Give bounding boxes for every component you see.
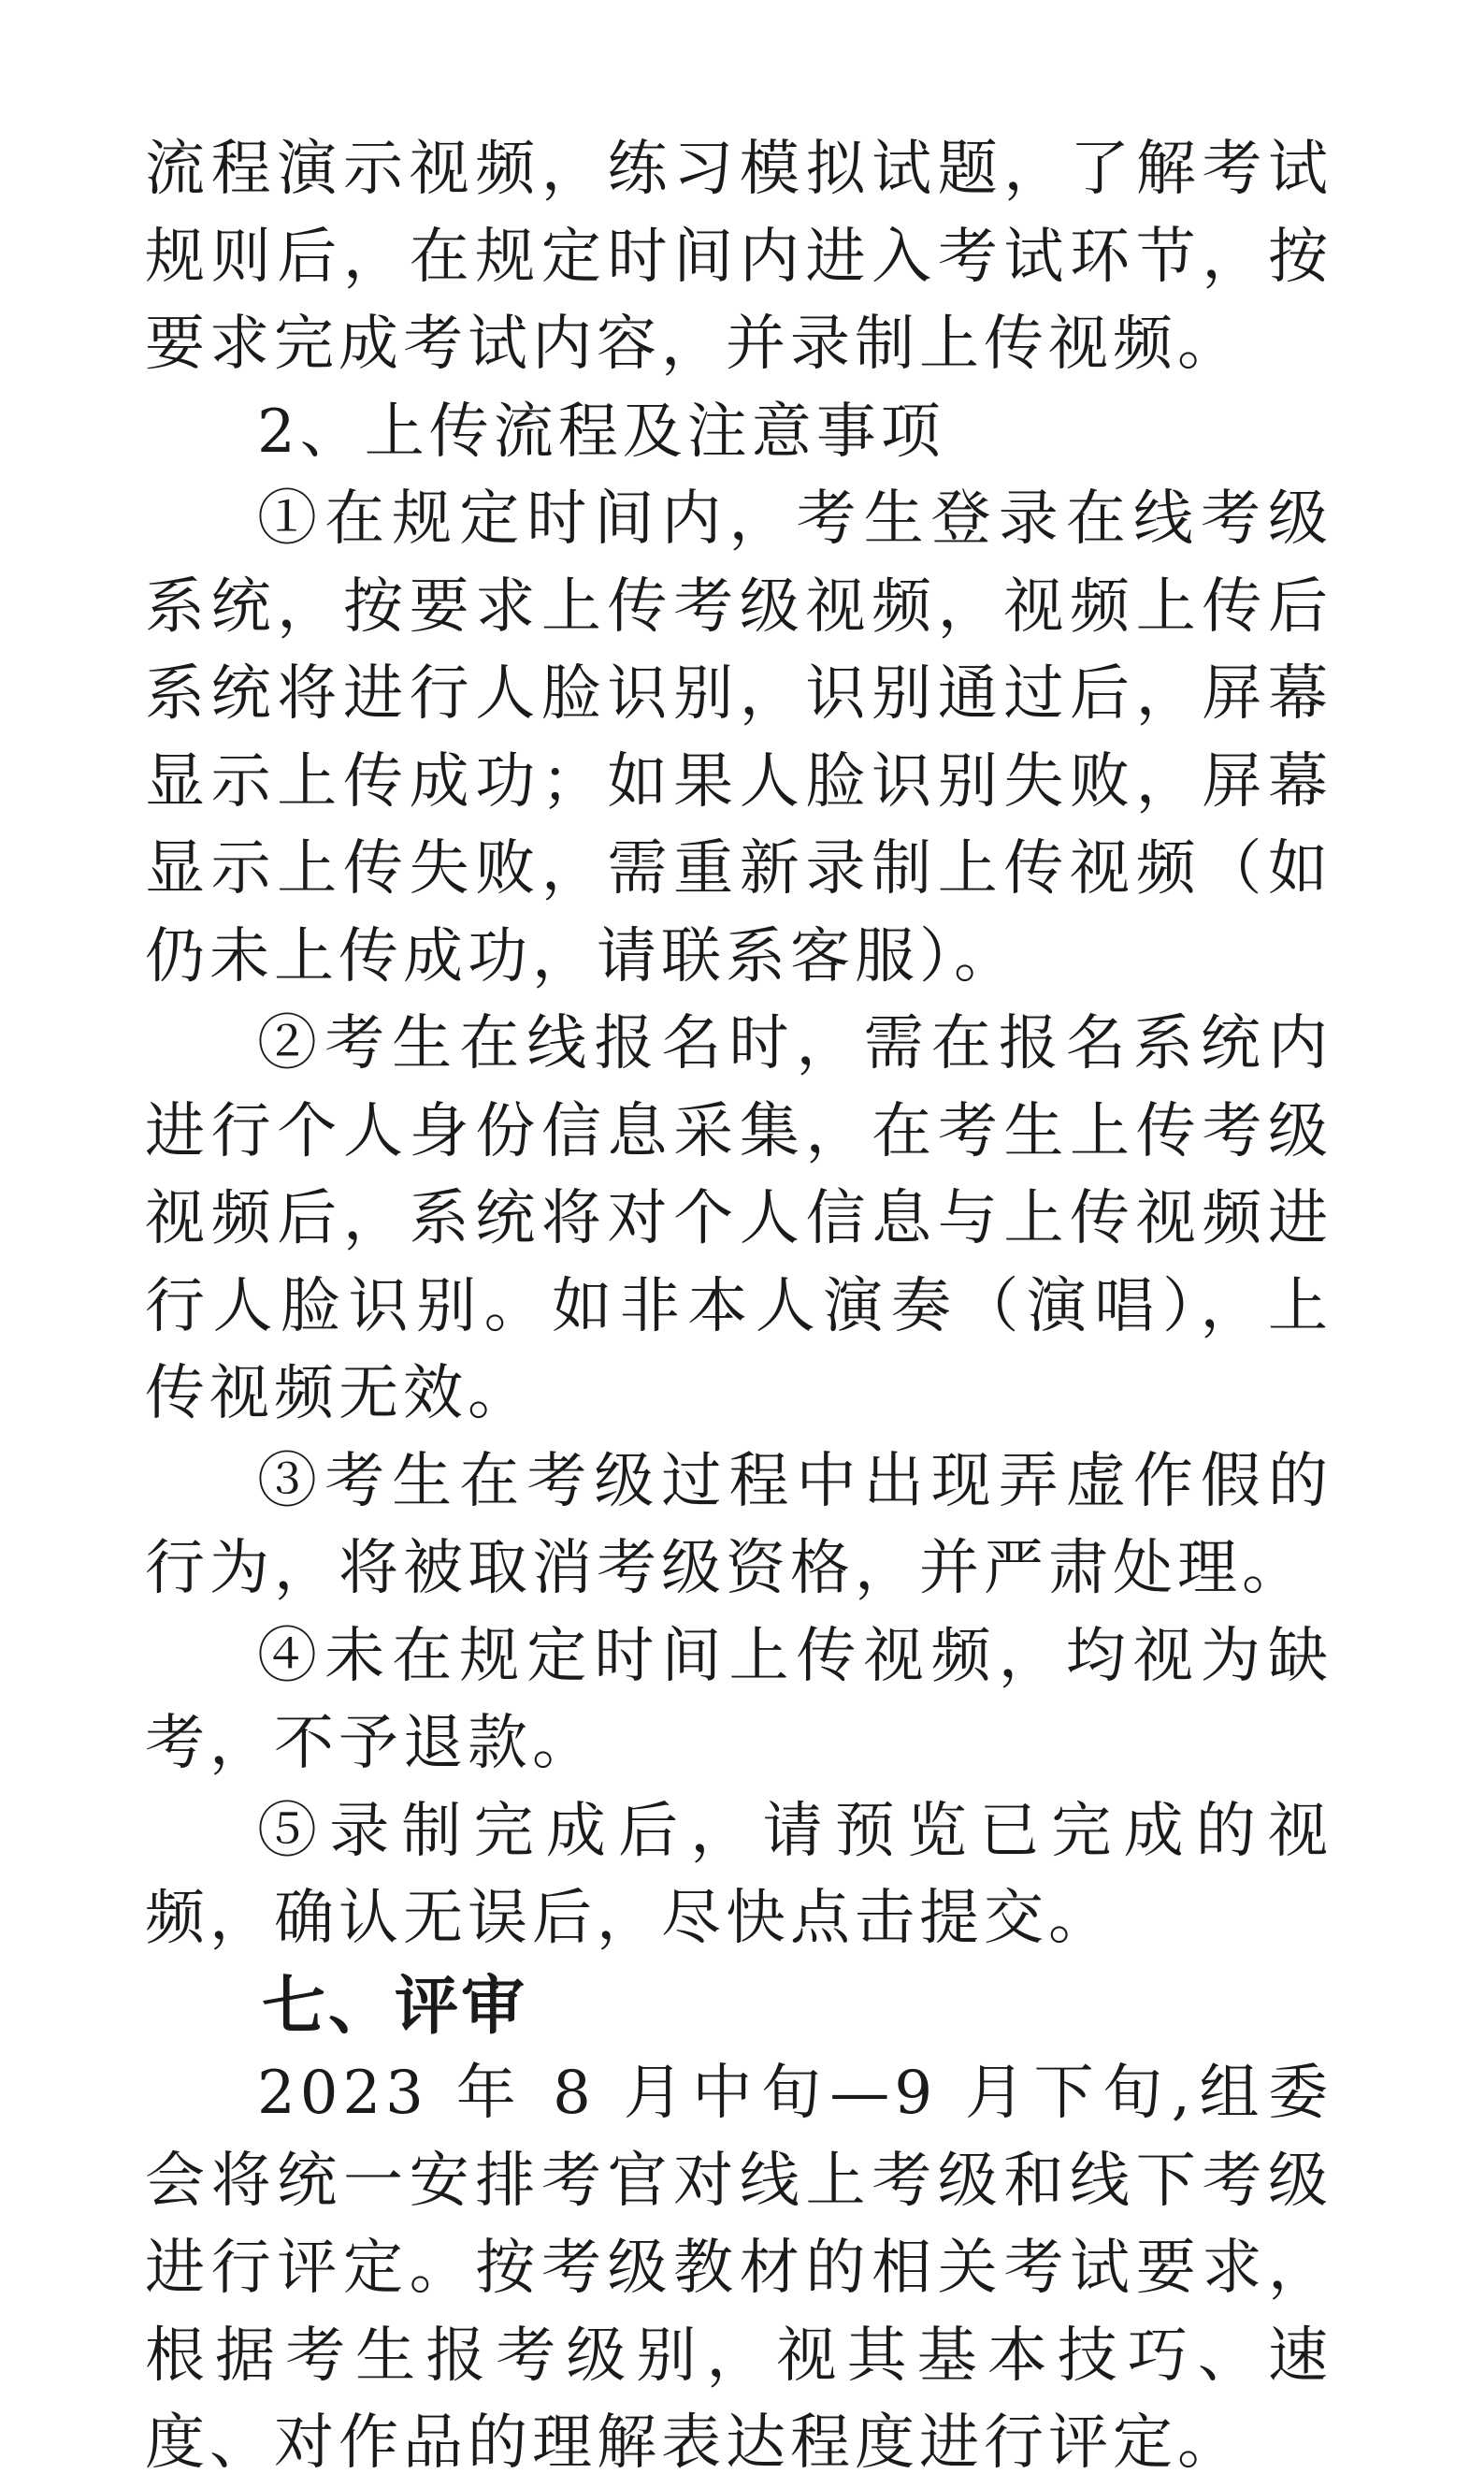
list-item-3: ③考生在考级过程中出现弄虚作假的行为，将被取消考级资格，并严肃处理。	[145, 1446, 1333, 1603]
list-item-5: ⑤录制完成后，请预览已完成的视频，确认无误后，尽快点击提交。	[145, 1796, 1333, 1953]
list-item-2: ②考生在线报名时，需在报名系统内进行个人身份信息采集，在考生上传考级视频后，系统将对个人信息与上传视频进行人脸识别。如非本人演奏（演唱），上传视频无效。	[145, 1009, 1333, 1428]
list-item-1: ①在规定时间内，考生登录在线考级系统，按要求上传考级视频，视频上传后系统将进行人脸识别，识别通过后，屏幕显示上传成功；如果人脸识别失败，屏幕显示上传失败，需重新录制上传视频（如仍未上传成功，请联系客服）。	[145, 485, 1333, 991]
section-heading-review: 七、评审	[262, 1969, 528, 2044]
list-item-4: ④未在规定时间上传视频，均视为缺考，不予退款。	[145, 1621, 1333, 1778]
subheading-upload-process: 2、上传流程及注意事项	[257, 397, 945, 467]
document-page	[145, 126, 1333, 2488]
paragraph-continuation: 流程演示视频，练习模拟试题，了解考试规则后，在规定时间内进入考试环节，按要求完成考试内容，并录制上传视频。	[145, 135, 1333, 379]
paragraph-review-body: 2023 年 8 月中旬—9 月下旬,组委会将统一安排考官对线上考级和线下考级进行评定。按考级教材的相关考试要求，根据考生报考级别，视其基本技巧、速度、对作品的理解表达程度进行评定。	[145, 2059, 1333, 2478]
